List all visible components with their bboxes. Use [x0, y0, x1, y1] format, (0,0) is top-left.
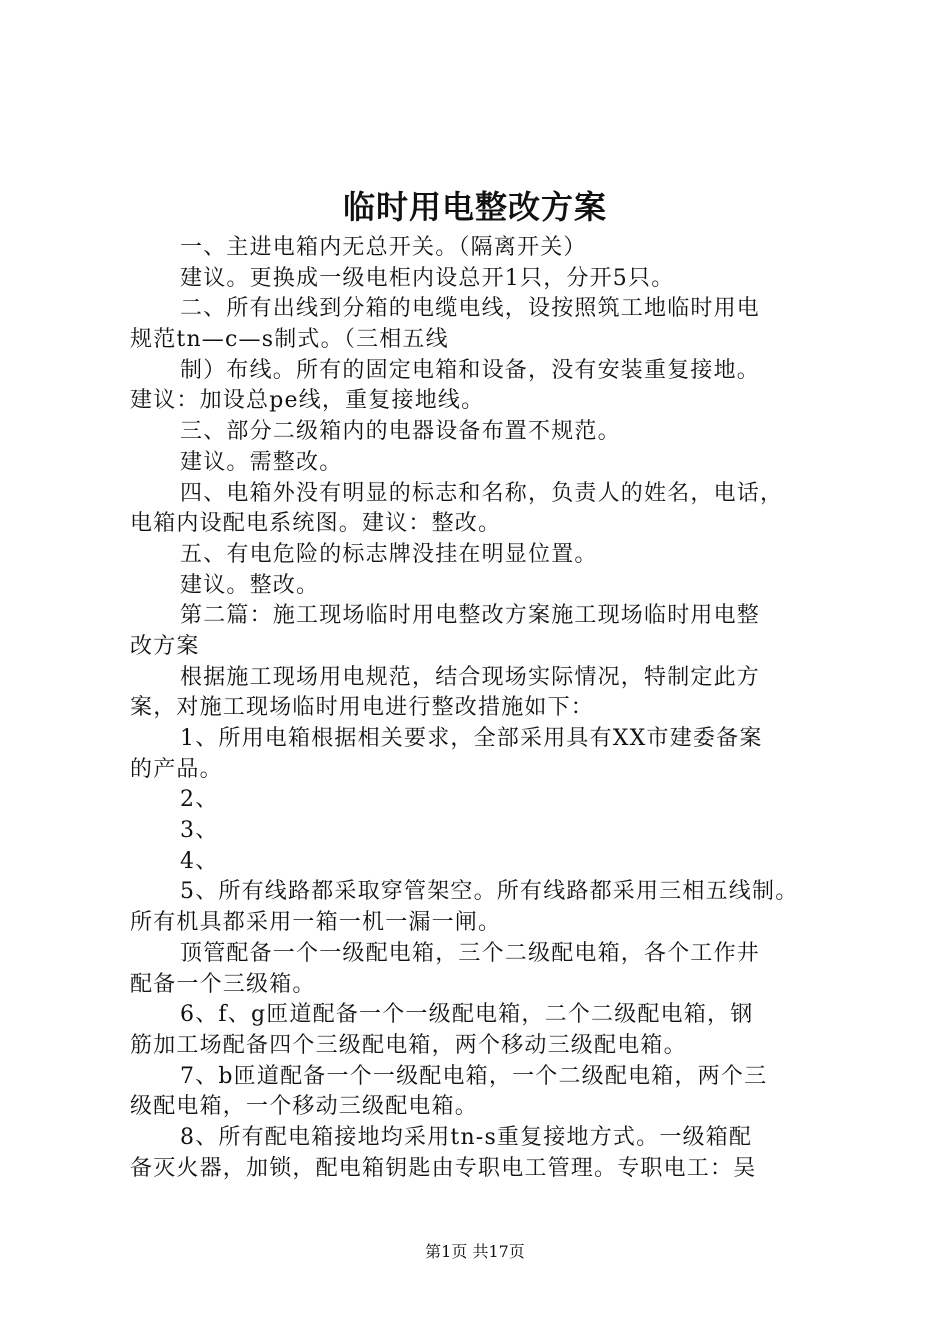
text-line: 三、部分二级箱内的电器设备布置不规范。 [180, 419, 621, 445]
text-line: 6、f、g匝道配备一个一级配电箱，二个二级配电箱，钢 [180, 1002, 754, 1028]
page-footer: 第1页 共17页 [425, 1242, 525, 1261]
text-line: 级配电箱，一个移动三级配电箱。 [130, 1094, 479, 1120]
text-line: 的产品。 [130, 756, 223, 782]
text-line: 二、所有出线到分箱的电缆电线，设按照筑工地临时用电 [180, 296, 761, 322]
text-line: 建议。整改。 [180, 572, 320, 598]
text-line: 制）布线。所有的固定电箱和设备，没有安装重复接地。 [180, 357, 761, 383]
text-line: 电箱内设配电系统图。建议：整改。 [130, 511, 502, 537]
text-line: 建议。需整改。 [180, 449, 343, 475]
text-line: 1、所用电箱根据相关要求，全部采用具有XX市建委备案 [180, 726, 763, 751]
text-line: 4、 [180, 848, 219, 874]
text-line: 规范tn—c—s制式。（三相五线 [130, 327, 449, 353]
text-line: 筋加工场配备四个三级配电箱，两个移动三级配电箱。 [130, 1032, 687, 1058]
text-line: 8、所有配电箱接地均采用tn-s重复接地方式。一级箱配 [180, 1124, 753, 1150]
text-line: 建议。更换成一级电柜内设总开1只，分开5只。 [180, 265, 675, 291]
text-line: 5、所有线路都采取穿管架空。所有线路都采用三相五线制。 [180, 879, 799, 905]
text-line: 顶管配备一个一级配电箱，三个二级配电箱，各个工作井 [180, 940, 761, 966]
text-line: 所有机具都采用一箱一机一漏一闸。 [130, 910, 502, 936]
text-line: 2、 [180, 787, 219, 813]
text-line: 3、 [180, 818, 219, 844]
text-line: 配备一个三级箱。 [130, 971, 316, 997]
text-line: 7、b匝道配备一个一级配电箱，一个二级配电箱，两个三 [180, 1063, 768, 1089]
text-line: 根据施工现场用电规范，结合现场实际情况，特制定此方 [180, 664, 761, 690]
text-line: 四、电箱外没有明显的标志和名称，负责人的姓名，电话， [180, 480, 784, 506]
page-title: 临时用电整改方案 [342, 188, 607, 226]
text-line: 一、主进电箱内无总开关。（隔离开关） [180, 235, 587, 260]
text-line: 第二篇：施工现场临时用电整改方案施工现场临时用电整 [180, 603, 761, 629]
document-body [130, 233, 852, 1184]
text-line: 改方案 [130, 633, 200, 659]
text-line: 建议：加设总pe线，重复接地线。 [130, 388, 485, 414]
text-line: 五、有电危险的标志牌没挂在明显位置。 [180, 541, 598, 567]
text-line: 备灭火器，加锁，配电箱钥匙由专职电工管理。专职电工：吴 [130, 1155, 757, 1181]
text-line: 案，对施工现场临时用电进行整改措施如下： [130, 695, 595, 721]
